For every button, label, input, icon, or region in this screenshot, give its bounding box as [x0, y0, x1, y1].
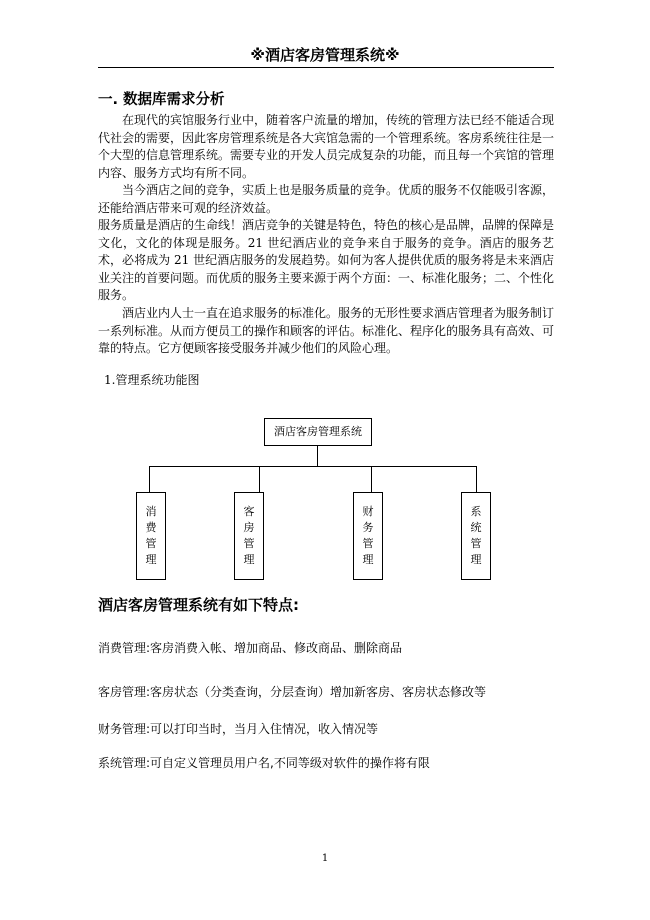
- module-char: 房: [243, 521, 255, 534]
- module-box-rooms: [234, 492, 264, 580]
- module-char: 务: [362, 521, 374, 534]
- module-char: 管: [470, 537, 482, 550]
- module-char: 客: [243, 505, 255, 518]
- diagram-branch-line: [476, 466, 477, 492]
- module-char: 消: [145, 505, 157, 518]
- diagram-trunk-line: [317, 446, 318, 466]
- module-char: 系: [470, 505, 482, 518]
- diagram-horizontal-line: [149, 466, 477, 467]
- module-char: 管: [145, 537, 157, 550]
- diagram-branch-line: [259, 466, 260, 492]
- module-char: 理: [145, 553, 157, 566]
- title-rule: [98, 67, 554, 68]
- module-char: 理: [243, 553, 255, 566]
- module-box-consumption: [136, 492, 166, 580]
- feature-system: 系统管理:可自定义管理员用户名,不同等级对软件的操作将有限: [98, 756, 430, 770]
- module-char: 统: [470, 521, 482, 534]
- diagram-branch-line: [371, 466, 372, 492]
- module-char: 财: [362, 505, 374, 518]
- module-char: 管: [362, 537, 374, 550]
- diagram-branch-line: [149, 466, 150, 492]
- page-number: 1: [321, 853, 329, 864]
- module-char: 理: [470, 553, 482, 566]
- feature-consumption: 消费管理:客房消费入帐、增加商品、修改商品、删除商品: [98, 641, 403, 655]
- paragraph-competition: 当今酒店之间的竞争，实质上也是服务质量的竞争。优质的服务不仅能吸引客源，还能给酒店带来可观的经济效益。: [98, 183, 555, 215]
- feature-finance: 财务管理:可以打印当时，当月入住情况，收入情况等: [98, 722, 379, 736]
- features-title: 酒店客房管理系统有如下特点:: [98, 596, 299, 614]
- module-box-finance: [353, 492, 383, 580]
- figure-caption: 1.管理系统功能图: [104, 373, 200, 387]
- section-heading: 一. 数据库需求分析: [98, 92, 225, 108]
- paragraph-standardization: 酒店业内人士一直在追求服务的标准化。服务的无形性要求酒店管理者为服务制订一系列标准。从而方便员工的操作和顾客的评估。标准化、程序化的服务具有高效、可靠的特点。它方便顾客接受服务并减少他们的风险心理。: [98, 306, 555, 356]
- paragraph-intro: 在现代的宾馆服务行业中，随着客户流量的增加，传统的管理方法已经不能适合现代社会的需要，因此客房管理系统是各大宾馆急需的一个管理系统。客房系统往往是一个大型的信息管理系统。需要专业的开发人员完成复杂的功能，而且每一个宾馆的管理内容、服务方式均有所不同。: [98, 113, 555, 180]
- diagram-root-box: 酒店客房管理系统: [264, 418, 372, 446]
- module-char: 管: [243, 537, 255, 550]
- module-box-system: [461, 492, 491, 580]
- module-char: 费: [145, 521, 157, 534]
- module-char: 理: [362, 553, 374, 566]
- feature-rooms: 客房管理:客房状态（分类查询，分层查询）增加新客房、客房状态修改等: [98, 685, 487, 699]
- page-title: ※酒店客房管理系统※: [250, 46, 400, 64]
- paragraph-service-quality: 服务质量是酒店的生命线！酒店竞争的关键是特色，特色的核心是品牌，品牌的保障是文化，文化的体现是服务。21 世纪酒店业的竞争来自于服务的竞争。酒店的服务艺术，必将成为 21 世纪酒店服务的发展趋势。如何为客人提供优质的服务将是未来酒店业关注的首要问题。而优质的服务主要来源于两个方面：一、标准化服务；二、个性化服务。: [98, 218, 555, 303]
